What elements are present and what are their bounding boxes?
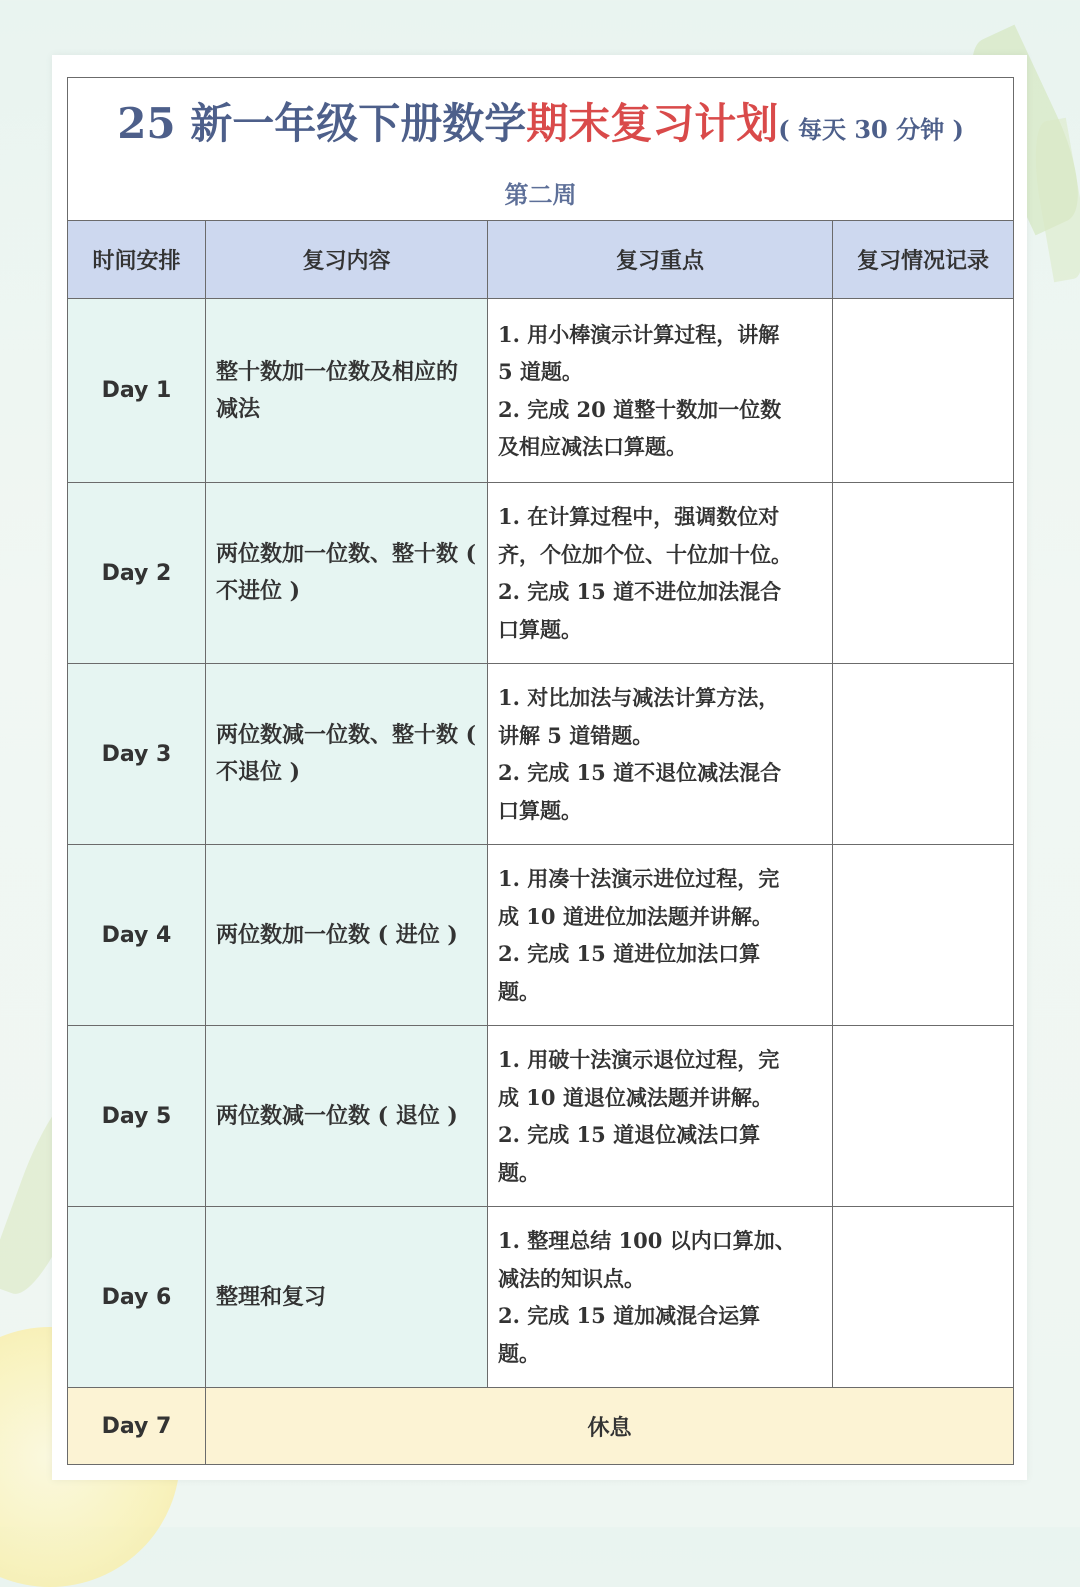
header-record: 复习情况记录 (833, 221, 1014, 299)
focus-line: 1. 用凑十法演示进位过程，完 (498, 866, 780, 891)
record-cell[interactable] (833, 1207, 1014, 1388)
day-cell: Day 1 (68, 299, 206, 483)
title-main: 25 新一年级下册数学 (117, 99, 527, 148)
content-cell: 两位数减一位数、整十数 ( 不退位 ) (206, 664, 488, 845)
record-cell[interactable] (833, 664, 1014, 845)
focus-line: 口算题。 (498, 797, 582, 823)
focus-line: 及相应减法口算题。 (498, 434, 687, 459)
focus-cell (488, 1207, 833, 1388)
focus-line: 1. 用小棒演示计算过程，讲解 (498, 321, 780, 347)
focus-line: 题。 (498, 978, 540, 1004)
focus-line: 2. 完成 15 道进位加法口算 (498, 941, 761, 966)
header-content: 复习内容 (206, 221, 488, 299)
content-cell: 两位数减一位数 ( 退位 ) (206, 1026, 488, 1207)
focus-cell (488, 483, 833, 664)
week-label: 第二周 (504, 180, 577, 209)
focus-cell (488, 664, 833, 845)
content-cell: 整十数加一位数及相应的减法 (206, 299, 488, 483)
focus-line: 减法的知识点。 (498, 1265, 645, 1291)
focus-line: 2. 完成 15 道不进位加法混合 (498, 579, 782, 604)
focus-line: 1. 在计算过程中，强调数位对 (498, 504, 780, 529)
table-row (68, 1207, 1014, 1388)
record-cell[interactable] (833, 845, 1014, 1026)
title-highlight: 期末复习计划 (526, 99, 779, 148)
focus-cell (488, 845, 833, 1026)
record-cell[interactable] (833, 1026, 1014, 1207)
day-cell: Day 5 (68, 1026, 206, 1207)
focus-line: 1. 整理总结 100 以内口算加、 (498, 1228, 796, 1253)
table-row (68, 1026, 1014, 1207)
focus-line: 2. 完成 15 道退位减法口算 (498, 1122, 761, 1147)
table-row (68, 845, 1014, 1026)
focus-line: 2. 完成 20 道整十数加一位数 (498, 396, 782, 422)
day-cell: Day 2 (68, 483, 206, 664)
title-note: ( 每天 30 分钟 ) (778, 115, 964, 144)
focus-line: 讲解 5 道错题。 (498, 722, 654, 748)
focus-line: 成 10 道进位加法题并讲解。 (498, 903, 773, 929)
focus-cell (488, 1026, 833, 1207)
focus-line: 1. 用破十法演示退位过程，完 (498, 1047, 780, 1072)
focus-line: 1. 对比加法与减法计算方法， (498, 685, 780, 710)
day-cell: Day 3 (68, 664, 206, 845)
table-row (68, 483, 1014, 664)
header-focus: 复习重点 (488, 221, 833, 299)
header-time: 时间安排 (68, 221, 206, 299)
day-cell: Day 7 (68, 1388, 206, 1465)
record-cell[interactable] (833, 299, 1014, 483)
focus-line: 5 道题。 (498, 359, 583, 384)
day-cell: Day 6 (68, 1207, 206, 1388)
content-cell: 整理和复习 (206, 1207, 488, 1388)
record-cell[interactable] (833, 483, 1014, 664)
rest-row (68, 1388, 1014, 1465)
focus-line: 齐，个位加个位、十位加十位。 (498, 541, 792, 567)
focus-line: 口算题。 (498, 616, 582, 642)
content-cell: 两位数加一位数 ( 进位 ) (206, 845, 488, 1026)
focus-line: 题。 (498, 1340, 540, 1366)
focus-line: 题。 (498, 1159, 540, 1185)
content-cell: 两位数加一位数、整十数 ( 不进位 ) (206, 483, 488, 664)
table-row (68, 664, 1014, 845)
rest-label: 休息 (206, 1388, 1014, 1465)
focus-line: 成 10 道退位减法题并讲解。 (498, 1084, 773, 1110)
focus-line: 2. 完成 15 道不退位减法混合 (498, 760, 782, 785)
focus-cell (488, 299, 833, 483)
review-plan-table (67, 77, 1014, 1465)
table-row (68, 299, 1014, 483)
day-cell: Day 4 (68, 845, 206, 1026)
focus-line: 2. 完成 15 道加减混合运算 (498, 1303, 761, 1328)
header-row (68, 221, 1014, 299)
title-cell (68, 78, 1014, 221)
page-title (68, 96, 1013, 161)
